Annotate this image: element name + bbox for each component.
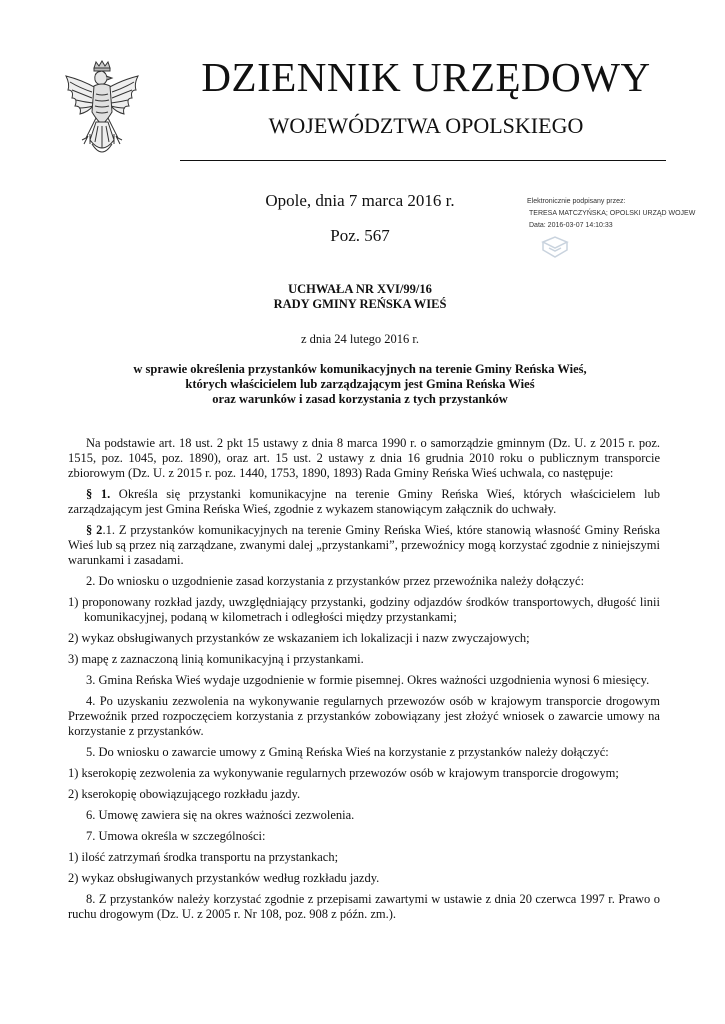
subject-line-2: których właścicielem lub zarządzającym jest Gmina Reńska Wieś [185,377,535,391]
section-2-point-3: 3. Gmina Reńska Wieś wydaje uzgodnienie w formie pisemnej. Okres ważności uzgodnienia wynosi 6 miesięcy. [86,673,650,687]
section-2-point-6: 6. Umowę zawiera się na okres ważności zezwolenia. [86,808,355,822]
resolution-body [68,436,660,928]
resolution-issuer: RADY GMINY REŃSKA WIEŚ [273,297,447,311]
resolution-subject [60,362,660,407]
list-item: 1) kserokopię zezwolenia za wykonywanie regularnych przewozów osób w krajowym transporcie drogowym; [68,766,619,780]
subject-line-1: w sprawie określenia przystanków komunikacyjnych na terenie Gminy Reńska Wieś, [133,362,587,376]
section-2-point-8: 8. Z przystanków należy korzystać zgodnie z przepisami zawartymi w ustawie z dnia 20 czerwca 1997 r. Prawo o ruchu drogowym (Dz. U. z 2005 r. Nr 108, poz. 908 z późn. zm.). [68,892,660,921]
publication-date: Opole, dnia 7 marca 2016 r. [265,191,455,210]
section-2-point-5: 5. Do wniosku o zawarcie umowy z Gminą Reńska Wieś na korzystanie z przystanków należy dołączyć: [86,745,609,759]
paragraph-2-label: § 2 [86,523,103,537]
paragraph-1 [68,487,660,517]
preamble: Na podstawie art. 18 ust. 2 pkt 15 ustawy z dnia 8 marca 1990 r. o samorządzie gminnym (Dz. U. z 2015 r. poz. 1515, poz. 1045, poz. 1890), oraz art. 15 ust. 2 ustawy z dnia 16 grudnia 2010 roku o publicznym transporcie zbiorowym (Dz. U. z 2015 r. poz. 1440, 1753, 1890, 1893) Rada Gminy Reńska Wieś uchwala, co następuje: [68,436,660,480]
list-item: 2) wykaz obsługiwanych przystanków według rozkładu jazdy. [68,871,380,885]
resolution-number: UCHWAŁA NR XVI/99/16 [288,282,432,296]
signature-date: Data: 2016-03-07 14:10:33 [529,222,613,229]
resolution-date: z dnia 24 lutego 2016 r. [300,332,420,346]
header-divider [180,160,666,161]
electronic-signature [527,196,695,232]
subject-line-3: oraz warunków i zasad korzystania z tych przystanków [212,392,508,406]
signature-line-1: Elektronicznie podpisany przez: [527,198,626,205]
list-item: 2) wykaz obsługiwanych przystanków ze wskazaniem ich lokalizacji i nazw zwyczajowych; [68,631,530,645]
section-2-point-4: 4. Po uzyskaniu zezwolenia na wykonywanie regularnych przewozów osób w krajowym transporcie drogowym Przewoźnik przed rozpoczęciem korzystania z przystanków zobowiązany jest złożyć wniosek o zawarcie umowy na korzystanie z przystanków. [68,694,660,738]
paragraph-1-label: § 1. [86,487,111,501]
list-item: 2) kserokopię obowiązującego rozkładu jazdy. [68,787,301,801]
resolution-heading [100,282,620,312]
list-item: 1) proponowany rozkład jazdy, uwzględniający przystanki, godziny odjazdów środków transportowych, długość linii komunikacyjnej, podaną w kilometrach i odległości między przystankami; [68,595,660,624]
paragraph-2 [68,523,660,568]
position-number: Poz. 567 [330,226,390,245]
paragraph-2-text: .1. Z przystanków komunikacyjnych na terenie Gminy Reńska Wieś, które stanowią własność Gminy Reńska Wieś lub są przez nią zarządzane, zwanymi dalej „przystankami”, przewoźnicy mogą korzystać zgodnie z niniejszymi warunkami i zasadami. [68,523,660,567]
section-2-point-2: 2. Do wniosku o uzgodnienie zasad korzystania z przystanków przez przewoźnika należy dołączyć: [86,574,585,588]
section-2-point-7: 7. Umowa określa w szczególności: [86,829,266,843]
list-item: 1) ilość zatrzymań środka transportu na przystankach; [68,850,339,864]
polish-eagle-emblem-icon [60,60,144,166]
signature-signer: TERESA MATCZYŃSKA; OPOLSKI URZĄD WOJEW [529,210,696,217]
paragraph-1-text: Określa się przystanki komunikacyjne na terenie Gminy Reńska Wieś, których właścicielem lub zarządzającym jest Gmina Reńska Wieś, zgodnie z wykazem stanowiącym załącznik do uchwały. [68,487,660,516]
journal-subtitle: WOJEWÓDZTWA OPOLSKIEGO [268,113,584,138]
list-item: 3) mapę z zaznaczoną linią komunikacyjną i przystankami. [68,652,364,666]
journal-title: DZIENNIK URZĘDOWY [201,54,651,100]
signature-stamp-icon [540,236,570,258]
